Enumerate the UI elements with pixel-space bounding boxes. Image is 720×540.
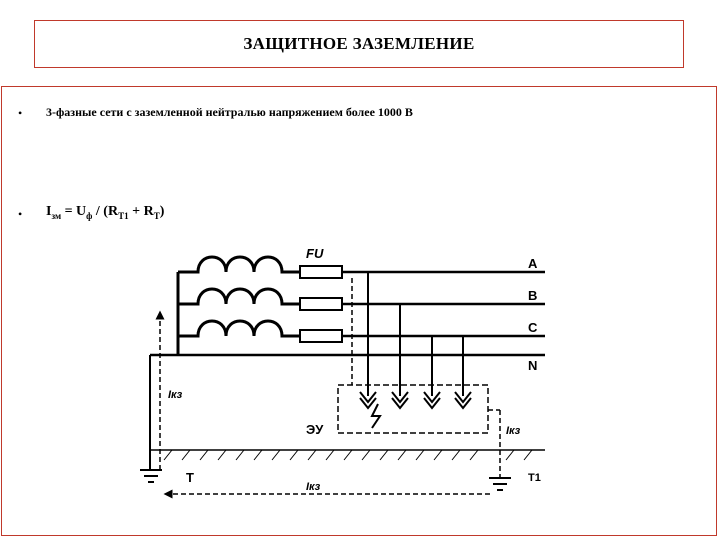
- formula-i: I: [46, 204, 52, 219]
- bullet-text-network: 3-фазные сети с заземленной нейтралью напряжением более 1000 В: [46, 105, 413, 119]
- phase-c-label: C: [528, 320, 538, 335]
- formula-plus: + R: [128, 204, 154, 219]
- page-title: ЗАЩИТНОЕ ЗАЗЕМЛЕНИЕ: [243, 34, 475, 53]
- fuse-b: [300, 298, 342, 310]
- current-right-label: Iкз: [506, 425, 521, 437]
- winding-c: [178, 321, 300, 336]
- fault-lightning-icon: [372, 404, 380, 428]
- transformer-windings: [178, 257, 300, 355]
- equipment-label: ЭУ: [306, 422, 324, 437]
- formula-r1-sub: T1: [118, 210, 129, 221]
- current-bottom-label: Iкз: [306, 481, 321, 493]
- phase-b-label: B: [528, 288, 538, 303]
- formula-r2-sub: T: [153, 210, 160, 221]
- formula-i-sub: зм: [51, 210, 62, 221]
- formula-u-sub: ф: [86, 210, 93, 221]
- ground-symbol-right: [489, 478, 511, 490]
- fuses: [300, 266, 342, 342]
- fuse-label: FU: [306, 246, 324, 261]
- phase-a-label: A: [528, 256, 538, 271]
- formula-eq: = U: [61, 204, 87, 219]
- ground-right-label: T1: [528, 472, 541, 484]
- phase-taps: [360, 272, 471, 408]
- winding-a: [178, 257, 300, 272]
- ground-left-label: T: [186, 470, 194, 485]
- ground-symbol-left: [140, 470, 162, 482]
- earth-hatching: [164, 450, 532, 460]
- current-left-label: Iкз: [168, 389, 183, 401]
- formula-mid: / (R: [92, 204, 119, 219]
- fuse-c: [300, 330, 342, 342]
- formula-end: ): [159, 204, 165, 219]
- fuse-a: [300, 266, 342, 278]
- bullet-marker-2: •: [18, 207, 23, 221]
- phase-lines: [150, 272, 545, 355]
- winding-b: [178, 289, 300, 304]
- bullet-marker-1: •: [18, 106, 23, 120]
- neutral-label: N: [528, 358, 538, 373]
